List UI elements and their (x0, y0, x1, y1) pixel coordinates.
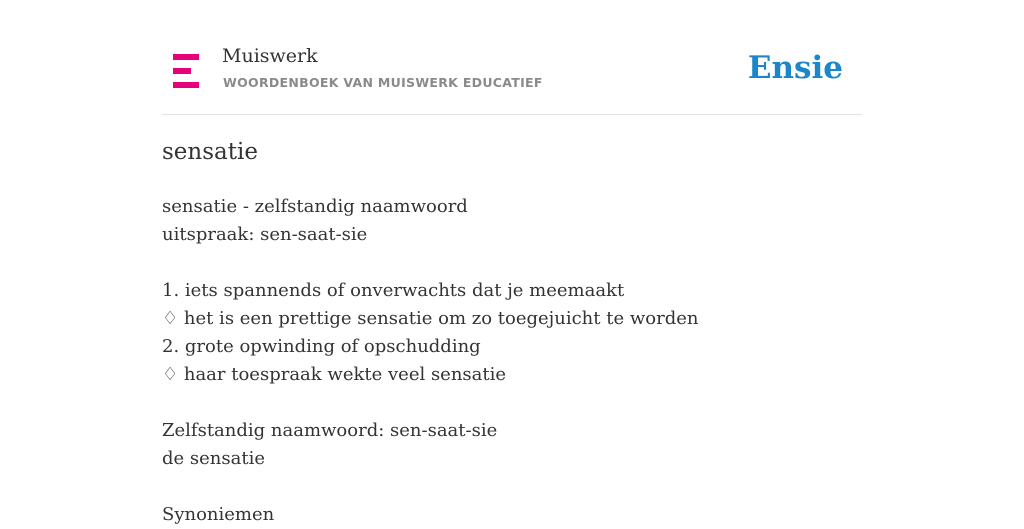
definition-line-9: de sensatie (162, 448, 265, 469)
definition-line-3: 1. iets spannends of onverwachts dat je meemaakt (162, 280, 625, 301)
site-name[interactable]: Muiswerk (222, 45, 318, 67)
definition-line-1: uitspraak: sen-saat-sie (162, 224, 368, 245)
dictionary-entry (162, 137, 862, 529)
site-subtitle: WOORDENBOEK VAN MUISWERK EDUCATIEF (223, 75, 543, 90)
definition-line-4: ♢ het is een prettige sensatie om zo toegejuicht te worden (162, 308, 699, 329)
definition-line-5: 2. grote opwinding of opschudding (162, 336, 481, 357)
page-title: sensatie (162, 139, 258, 165)
blank-line (162, 389, 862, 417)
site-header (162, 0, 862, 115)
definition-line-8: Zelfstandig naamwoord: sen-saat-sie (162, 420, 498, 441)
ensie-logo[interactable]: Ensie (747, 50, 843, 86)
muiswerk-logo-icon[interactable] (173, 54, 199, 88)
definition-line-0: sensatie - zelfstandig naamwoord (162, 196, 468, 217)
blank-line (162, 249, 862, 277)
blank-line (162, 473, 862, 501)
definition-line-6: ♢ haar toespraak wekte veel sensatie (162, 364, 507, 385)
definition-line-11: Synoniemen (162, 504, 275, 525)
